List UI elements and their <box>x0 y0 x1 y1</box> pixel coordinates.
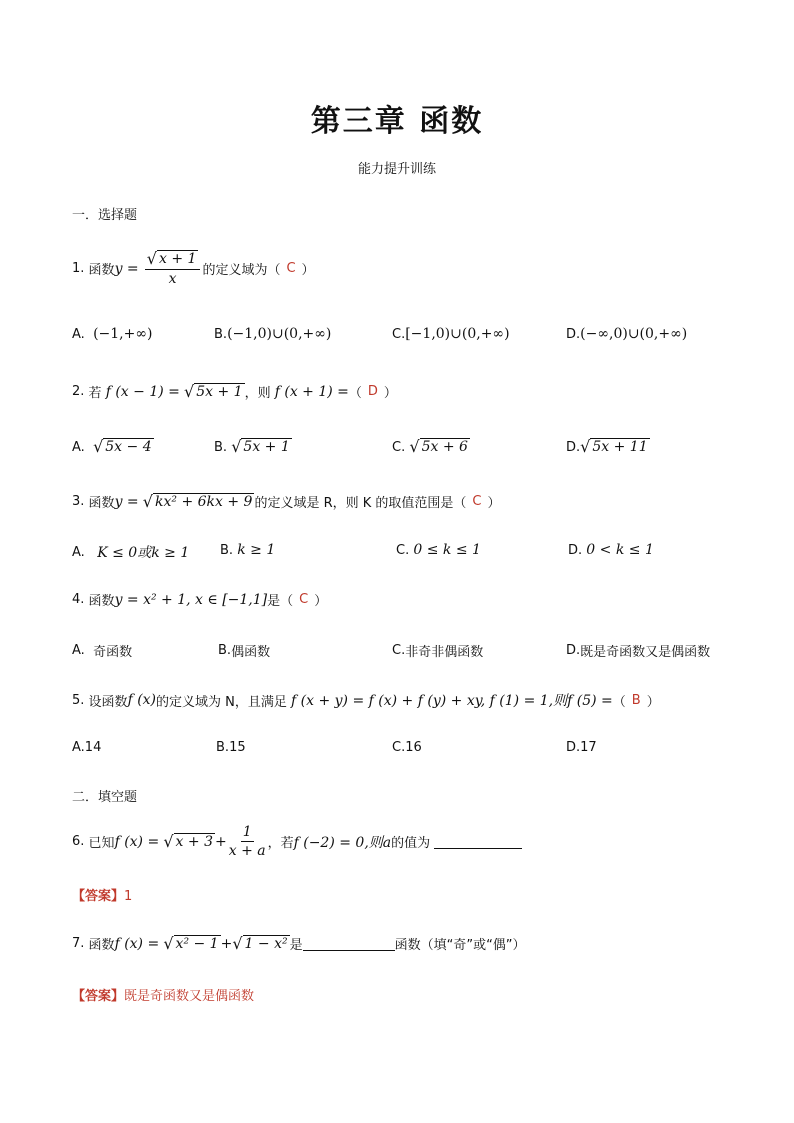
option-letter: C. <box>392 326 406 342</box>
option-a <box>72 740 101 755</box>
function-lhs: f (x) = <box>114 833 160 850</box>
option-a <box>72 326 152 342</box>
question-6 <box>72 824 522 859</box>
option-b <box>218 641 270 660</box>
section-heading-choice: 一．选择题 <box>72 208 138 223</box>
option-letter: A. <box>72 643 85 658</box>
answer-choice: B <box>631 692 641 708</box>
sqrt-symbol-icon: √ <box>580 437 591 456</box>
question-7 <box>72 934 526 953</box>
question-mid: 的定义域为 N，且满足 <box>156 694 287 710</box>
radicand: 5x + 1 <box>196 383 243 400</box>
page-subtitle: 能力提升训练 <box>357 162 436 177</box>
answer-text: 1 <box>124 889 133 904</box>
option-b <box>220 542 275 558</box>
radicand: x + 3 <box>175 833 213 850</box>
question-4 <box>72 590 327 609</box>
option-text: [−1,0)∪(0,+∞) <box>405 326 510 342</box>
sqrt-expression-2 <box>232 935 289 953</box>
function-name: f (x) <box>127 692 157 708</box>
fraction <box>229 824 266 859</box>
option-sqrt <box>93 438 154 456</box>
option-b <box>214 438 292 456</box>
option-d <box>566 641 710 660</box>
function-expression: y = x² + 1, x ∈ [−1,1] <box>114 591 268 608</box>
question-3 <box>72 492 501 511</box>
option-text: 0 ≤ k ≤ 1 <box>413 542 481 558</box>
answer-label: 【答案】 <box>72 989 125 1004</box>
answer-text: 既是奇函数又是偶函数 <box>124 989 255 1004</box>
option-text: 15 <box>229 740 246 755</box>
condition: f (−2) = 0,则a <box>293 834 392 851</box>
option-d <box>566 326 687 342</box>
function-rhs: f (x + 1) = <box>274 383 349 400</box>
option-letter: C. <box>392 643 406 658</box>
close-paren: ） <box>301 263 315 278</box>
option-a <box>72 542 189 562</box>
sqrt-symbol-icon: √ <box>163 933 174 953</box>
open-paren: （ <box>612 694 626 710</box>
option-letter: B. <box>220 542 234 558</box>
question-mid: ，则 <box>244 386 271 401</box>
option-text: 16 <box>405 740 422 755</box>
option-sqrt <box>231 438 292 456</box>
question-number: 6. <box>72 834 85 849</box>
option-text: k ≥ 1 <box>237 542 276 558</box>
option-c <box>392 326 510 342</box>
sqrt-expression <box>143 493 255 511</box>
question-1 <box>72 250 315 287</box>
question-prefix: 已知 <box>88 836 115 851</box>
answer-6 <box>72 885 132 904</box>
option-letter: B. <box>214 439 228 455</box>
option-text: (−1,0)∪(0,+∞) <box>227 326 332 342</box>
option-letter: A. <box>72 439 85 455</box>
sqrt-expression <box>163 833 215 851</box>
close-paren: ） <box>383 386 397 401</box>
option-b <box>214 326 331 342</box>
sqrt-symbol-icon: √ <box>93 437 104 456</box>
option-letter: B. <box>216 740 230 755</box>
option-a <box>72 641 132 660</box>
question-suffix: ，若 <box>267 836 294 851</box>
radicand: kx² + 6kx + 9 <box>155 493 253 510</box>
option-letter: C. <box>396 542 410 558</box>
option-c <box>392 740 422 755</box>
close-paren: ） <box>487 496 501 511</box>
option-text: 奇函数 <box>93 645 133 660</box>
open-paren: （ <box>348 386 362 401</box>
question-suffix: 的定义域为（ <box>202 263 281 278</box>
radicand: x² − 1 <box>175 935 219 952</box>
option-text: 既是奇函数又是偶函数 <box>580 645 711 660</box>
option-letter: B. <box>214 326 228 342</box>
option-text: (−1,+∞) <box>93 326 153 342</box>
sqrt-symbol-icon: √ <box>163 831 174 851</box>
function-lhs: y = <box>114 260 139 277</box>
radicand: x + 1 <box>159 251 197 267</box>
question-number: 3. <box>72 494 85 509</box>
answer-blank[interactable] <box>434 834 522 849</box>
option-letter: A. <box>72 740 85 755</box>
sqrt-symbol-icon: √ <box>184 381 195 401</box>
question-prefix: 函数 <box>88 594 115 609</box>
denominator: x <box>168 271 177 287</box>
denominator: x + a <box>228 843 266 859</box>
option-letter: D. <box>566 326 581 342</box>
option-d <box>566 740 597 755</box>
option-text: 0 < k ≤ 1 <box>586 542 654 558</box>
option-text: 17 <box>580 740 597 755</box>
function-lhs: f (x) = <box>114 935 160 952</box>
functional-equation: f (x + y) = f (x) + f (y) + xy, f (1) = 1,则f (5) = <box>291 693 613 709</box>
question-mid: 是 <box>289 938 303 953</box>
sqrt-expression-1 <box>163 935 220 953</box>
option-letter: D. <box>566 740 581 755</box>
option-letter: C. <box>392 740 406 755</box>
close-paren: ） <box>314 594 328 609</box>
option-letter: D. <box>566 643 581 658</box>
option-letter: B. <box>218 643 232 658</box>
radicand: 1 − x² <box>244 935 288 952</box>
option-letter: D. <box>566 439 581 455</box>
option-b <box>216 740 246 755</box>
question-prefix: 函数 <box>88 496 115 511</box>
sqrt-expression <box>184 383 245 401</box>
question-prefix: 若 <box>88 386 102 401</box>
question-suffix: 的定义域是 R，则 K 的取值范围是（ <box>254 496 467 511</box>
option-text: K ≤ 0或k ≥ 1 <box>97 545 190 561</box>
option-sqrt <box>409 438 470 456</box>
question-number: 4. <box>72 592 85 607</box>
question-suffix: 是（ <box>267 594 294 609</box>
fraction <box>145 250 201 287</box>
option-text: 偶函数 <box>231 645 271 660</box>
option-letter: A. <box>72 544 85 560</box>
answer-choice: C <box>286 261 296 276</box>
radicand: 5x − 4 <box>105 439 152 455</box>
answer-blank[interactable] <box>303 936 395 951</box>
option-letter: C. <box>392 439 406 455</box>
question-number: 7. <box>72 936 85 951</box>
answer-choice: C <box>299 592 309 607</box>
function-lhs: y = <box>114 493 139 510</box>
option-text: (−∞,0)∪(0,+∞) <box>580 326 688 342</box>
answer-label: 【答案】 <box>72 889 125 904</box>
radicand: 5x + 11 <box>592 439 648 455</box>
sqrt-symbol-icon: √ <box>146 249 157 268</box>
question-number: 5. <box>72 692 85 708</box>
question-prefix: 函数 <box>88 938 115 953</box>
option-text: 非奇非偶函数 <box>405 645 484 660</box>
option-a <box>72 438 154 456</box>
question-suffix: 函数（填“奇”或“偶”） <box>394 938 526 953</box>
question-number: 2. <box>72 384 85 399</box>
page-title: 第三章 函数 <box>310 104 484 139</box>
answer-choice: D <box>367 384 378 399</box>
question-prefix: 函数 <box>88 263 115 278</box>
question-2 <box>72 382 397 401</box>
sqrt-symbol-icon: √ <box>142 491 153 511</box>
option-text: 14 <box>84 740 102 755</box>
radicand: 5x + 1 <box>243 439 290 455</box>
function-lhs: f (x − 1) = <box>105 383 180 400</box>
question-number: 1. <box>72 261 85 276</box>
answer-7 <box>72 985 254 1004</box>
option-letter: D. <box>568 542 583 558</box>
option-d <box>568 542 654 558</box>
option-c <box>392 438 470 456</box>
numerator <box>145 250 201 270</box>
plus-sign: + <box>214 833 227 850</box>
sqrt-symbol-icon: √ <box>232 933 243 953</box>
option-c <box>396 542 481 558</box>
answer-choice: C <box>472 494 482 509</box>
question-tail: 的值为 <box>391 836 431 851</box>
sqrt-symbol-icon: √ <box>409 437 420 456</box>
plus-sign: + <box>220 935 233 952</box>
question-prefix: 设函数 <box>88 694 128 710</box>
option-d <box>566 438 650 456</box>
option-letter: A. <box>72 326 85 342</box>
sqrt-symbol-icon: √ <box>231 437 242 456</box>
question-5 <box>72 690 660 710</box>
close-paren: ） <box>646 694 660 710</box>
option-c <box>392 641 483 660</box>
radicand: 5x + 6 <box>421 439 468 455</box>
numerator: 1 <box>242 824 252 840</box>
option-sqrt <box>580 438 649 456</box>
section-heading-fill: 二．填空题 <box>72 790 138 805</box>
